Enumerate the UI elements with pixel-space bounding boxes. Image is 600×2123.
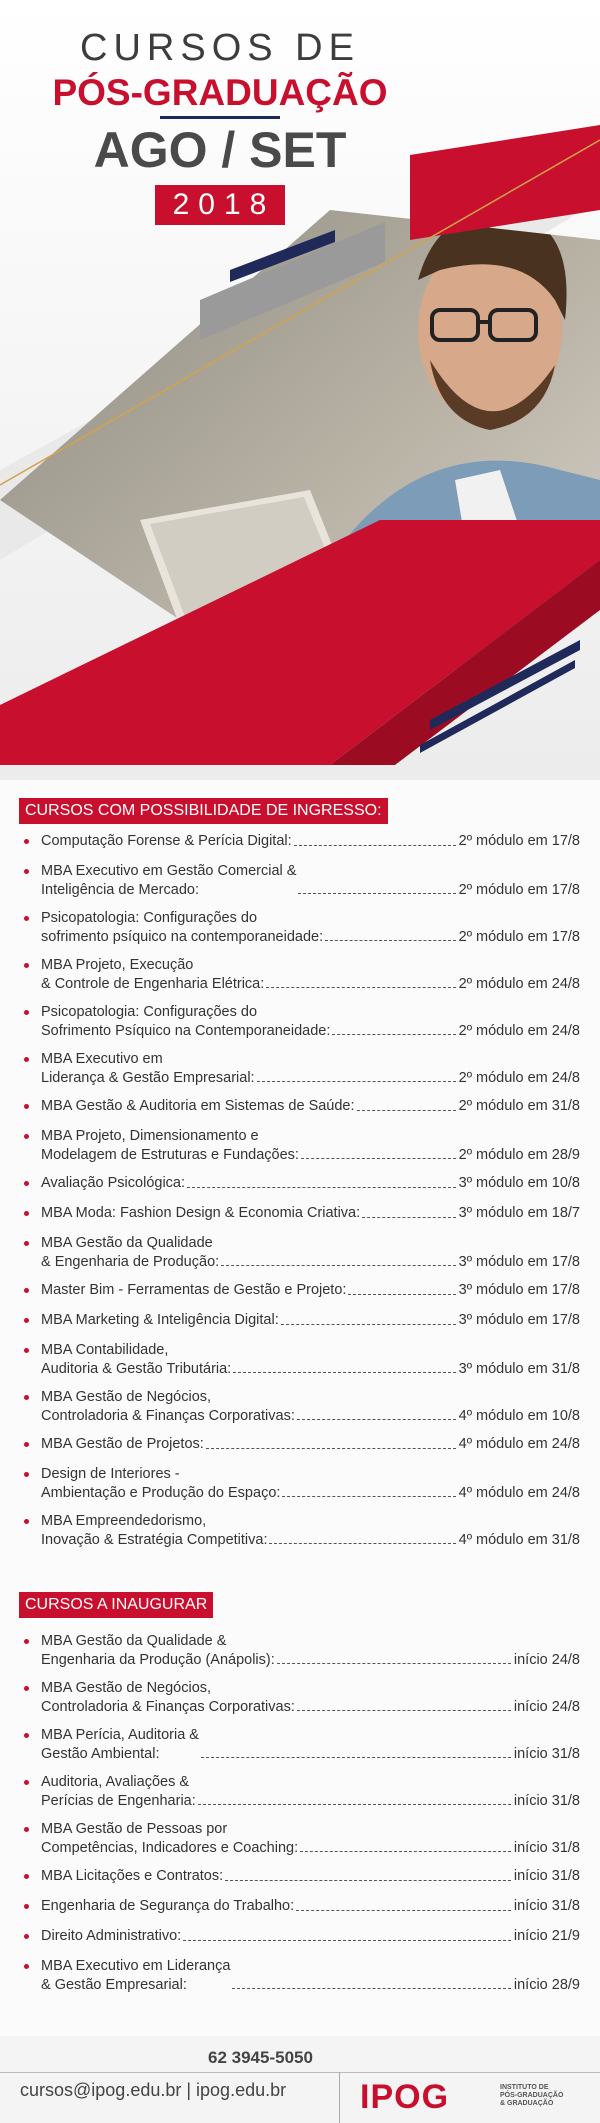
course-item [24, 1311, 580, 1330]
course-item [24, 1388, 580, 1425]
footer-separator [339, 2072, 340, 2123]
bullet-icon [24, 963, 29, 968]
dotted-leader [221, 1265, 455, 1266]
title-line-1: CURSOS DE [80, 27, 360, 69]
course-item [24, 1897, 580, 1916]
dotted-leader [232, 1988, 510, 1989]
course-name: Psicopatologia: Configurações do sofrimento psíquico na contemporaneidade: [41, 910, 324, 945]
course-name: MBA Executivo em Liderança & Gestão Empresarial: [41, 1051, 255, 1086]
dotted-leader [362, 1217, 455, 1218]
dotted-leader [281, 1324, 456, 1325]
bullet-icon [24, 1934, 29, 1939]
dotted-leader [269, 1543, 455, 1544]
course-date: 4º módulo em 24/8 [458, 1484, 580, 1501]
course-name: MBA Gestão de Negócios, Controladoria & Finanças Corporativas: [41, 1680, 295, 1715]
bullet-icon [24, 1057, 29, 1062]
course-date: início 21/9 [513, 1928, 580, 1944]
course-item [24, 1003, 580, 1040]
bullet-icon [24, 1104, 29, 1109]
course-name: MBA Perícia, Auditoria & Gestão Ambiental: [41, 1727, 199, 1762]
dotted-leader [206, 1448, 456, 1449]
footer-divider [0, 2072, 600, 2073]
dotted-leader [297, 1710, 511, 1711]
course-item [24, 1927, 580, 1946]
course-item [24, 1957, 580, 1994]
footer [0, 2036, 600, 2123]
course-name: MBA Executivo em Liderança & Gestão Empresarial: [41, 1958, 231, 1993]
course-name: MBA Executivo em Gestão Comercial & Inteligência de Mercado: [41, 863, 297, 898]
dotted-leader [282, 1496, 455, 1497]
bullet-icon [24, 1181, 29, 1186]
dotted-leader [257, 1081, 456, 1082]
hero-banner [0, 0, 600, 780]
course-date: 4º módulo em 10/8 [458, 1407, 580, 1424]
ipog-logo: IPOG [360, 2078, 450, 2116]
course-item [24, 1435, 580, 1454]
course-name: MBA Contabilidade, Auditoria & Gestão Tributária: [41, 1342, 232, 1377]
course-item [24, 1512, 580, 1549]
bullet-icon [24, 1964, 29, 1969]
course-name: Engenharia de Segurança do Trabalho: [41, 1898, 295, 1914]
title-underline [160, 116, 280, 119]
course-date: 4º módulo em 31/8 [458, 1531, 580, 1548]
course-date: 2º módulo em 17/8 [458, 881, 580, 898]
course-name: MBA Marketing & Inteligência Digital: [41, 1312, 279, 1328]
bullet-icon [24, 1211, 29, 1216]
course-name: MBA Projeto, Execução & Controle de Engenharia Elétrica: [41, 957, 265, 992]
course-item [24, 832, 580, 851]
course-item [24, 1820, 580, 1857]
dotted-leader [325, 940, 456, 941]
course-item [24, 1204, 580, 1223]
dotted-leader [183, 1940, 511, 1941]
course-date: 2º módulo em 17/8 [458, 833, 580, 849]
course-item [24, 1773, 580, 1810]
course-name: MBA Gestão da Qualidade & Engenharia da Produção (Anápolis): [41, 1633, 275, 1668]
course-item [24, 956, 580, 993]
course-date: 3º módulo em 10/8 [458, 1175, 580, 1191]
course-date: início 31/8 [513, 1868, 580, 1884]
course-item [24, 909, 580, 946]
course-date: início 31/8 [513, 1898, 580, 1914]
course-item [24, 1726, 580, 1763]
course-date: início 31/8 [513, 1745, 580, 1762]
bullet-icon [24, 1686, 29, 1691]
dotted-leader [300, 1851, 511, 1852]
dotted-leader [277, 1663, 511, 1664]
dotted-leader [233, 1372, 455, 1373]
course-name: MBA Gestão & Auditoria em Sistemas de Saúde: [41, 1098, 355, 1114]
course-name: MBA Gestão de Projetos: [41, 1436, 204, 1452]
course-name: Design de Interiores - Ambientação e Produção do Espaço: [41, 1466, 281, 1501]
course-name: Direito Administrativo: [41, 1928, 182, 1944]
course-name: Psicopatologia: Configurações do Sofrimento Psíquico na Contemporaneidade: [41, 1004, 331, 1039]
course-name: MBA Gestão de Negócios, Controladoria & Finanças Corporativas: [41, 1389, 295, 1424]
course-name: MBA Empreendedorismo, Inovação & Estratégia Competitiva: [41, 1513, 268, 1548]
course-name: Avaliação Psicológica: [41, 1175, 186, 1191]
bullet-icon [24, 869, 29, 874]
dotted-leader [298, 893, 455, 894]
section-header-ingresso: CURSOS COM POSSIBILIDADE DE INGRESSO: [19, 798, 388, 824]
course-date: 2º módulo em 24/8 [458, 1022, 580, 1039]
bullet-icon [24, 1442, 29, 1447]
course-date: 3º módulo em 17/8 [458, 1312, 580, 1328]
course-name: MBA Licitações e Contratos: [41, 1868, 224, 1884]
dotted-leader [348, 1294, 455, 1295]
course-date: 2º módulo em 24/8 [458, 1069, 580, 1086]
dotted-leader [357, 1110, 456, 1111]
course-name: Computação Forense & Perícia Digital: [41, 833, 292, 849]
bullet-icon [24, 1134, 29, 1139]
title-line-2: PÓS-GRADUAÇÃO [52, 72, 388, 113]
bullet-icon [24, 1241, 29, 1246]
course-item [24, 1867, 580, 1886]
course-date: início 24/8 [513, 1651, 580, 1668]
course-item [24, 1050, 580, 1087]
dotted-leader [201, 1757, 511, 1758]
bullet-icon [24, 1904, 29, 1909]
dotted-leader [225, 1880, 511, 1881]
course-date: 2º módulo em 31/8 [458, 1098, 580, 1114]
course-date: 3º módulo em 17/8 [458, 1253, 580, 1270]
course-name: MBA Gestão da Qualidade & Engenharia de Produção: [41, 1235, 220, 1270]
title-line-3: AGO / SET [93, 122, 347, 178]
bullet-icon [24, 1395, 29, 1400]
dotted-leader [294, 845, 456, 846]
course-item [24, 1679, 580, 1716]
course-date: início 28/9 [513, 1976, 580, 1993]
section-header-inaugurar: CURSOS A INAUGURAR [19, 1592, 213, 1618]
course-item [24, 1465, 580, 1502]
bullet-icon [24, 916, 29, 921]
year-badge: 2018 [155, 185, 286, 225]
course-date: 3º módulo em 31/8 [458, 1360, 580, 1377]
bullet-icon [24, 1639, 29, 1644]
course-date: 3º módulo em 18/7 [458, 1205, 580, 1221]
phone-number[interactable]: 62 3945-5050 [208, 2048, 313, 2067]
course-item [24, 1341, 580, 1378]
bullet-icon [24, 1780, 29, 1785]
bullet-icon [24, 1733, 29, 1738]
course-item [24, 1234, 580, 1271]
contact-links[interactable]: cursos@ipog.edu.br | ipog.edu.br [20, 2080, 287, 2100]
bullet-icon [24, 1874, 29, 1879]
bullet-icon [24, 1348, 29, 1353]
course-name: MBA Moda: Fashion Design & Economia Criativa: [41, 1205, 361, 1221]
dotted-leader [198, 1804, 511, 1805]
dotted-leader [332, 1034, 455, 1035]
bullet-icon [24, 839, 29, 844]
ipog-logo-subtitle: INSTITUTO DE PÓS-GRADUAÇÃO & GRADUAÇÃO [500, 2084, 564, 2107]
dotted-leader [266, 987, 455, 988]
dotted-leader [297, 1419, 456, 1420]
course-name: Master Bim - Ferramentas de Gestão e Projeto: [41, 1282, 347, 1298]
course-date: 4º módulo em 24/8 [458, 1436, 580, 1452]
bullet-icon [24, 1827, 29, 1832]
bullet-icon [24, 1318, 29, 1323]
dotted-leader [301, 1158, 456, 1159]
dotted-leader [187, 1187, 456, 1188]
course-date: 2º módulo em 24/8 [458, 975, 580, 992]
course-date: início 24/8 [513, 1698, 580, 1715]
course-date: 2º módulo em 28/9 [458, 1146, 580, 1163]
title-block [0, 28, 440, 225]
bullet-icon [24, 1519, 29, 1524]
bullet-icon [24, 1288, 29, 1293]
course-item [24, 1632, 580, 1669]
course-item [24, 862, 580, 899]
bullet-icon [24, 1010, 29, 1015]
course-name: MBA Gestão de Pessoas por Competências, Indicadores e Coaching: [41, 1821, 299, 1856]
dotted-leader [296, 1910, 511, 1911]
course-item [24, 1097, 580, 1116]
course-item [24, 1281, 580, 1300]
bullet-icon [24, 1472, 29, 1477]
course-date: 2º módulo em 17/8 [458, 928, 580, 945]
course-item [24, 1174, 580, 1193]
course-item [24, 1127, 580, 1164]
course-date: 3º módulo em 17/8 [458, 1282, 580, 1298]
course-date: início 31/8 [513, 1839, 580, 1856]
course-name: Auditoria, Avaliações & Perícias de Engenharia: [41, 1774, 196, 1809]
course-name: MBA Projeto, Dimensionamento e Modelagem de Estruturas e Fundações: [41, 1128, 299, 1163]
course-date: início 31/8 [513, 1792, 580, 1809]
